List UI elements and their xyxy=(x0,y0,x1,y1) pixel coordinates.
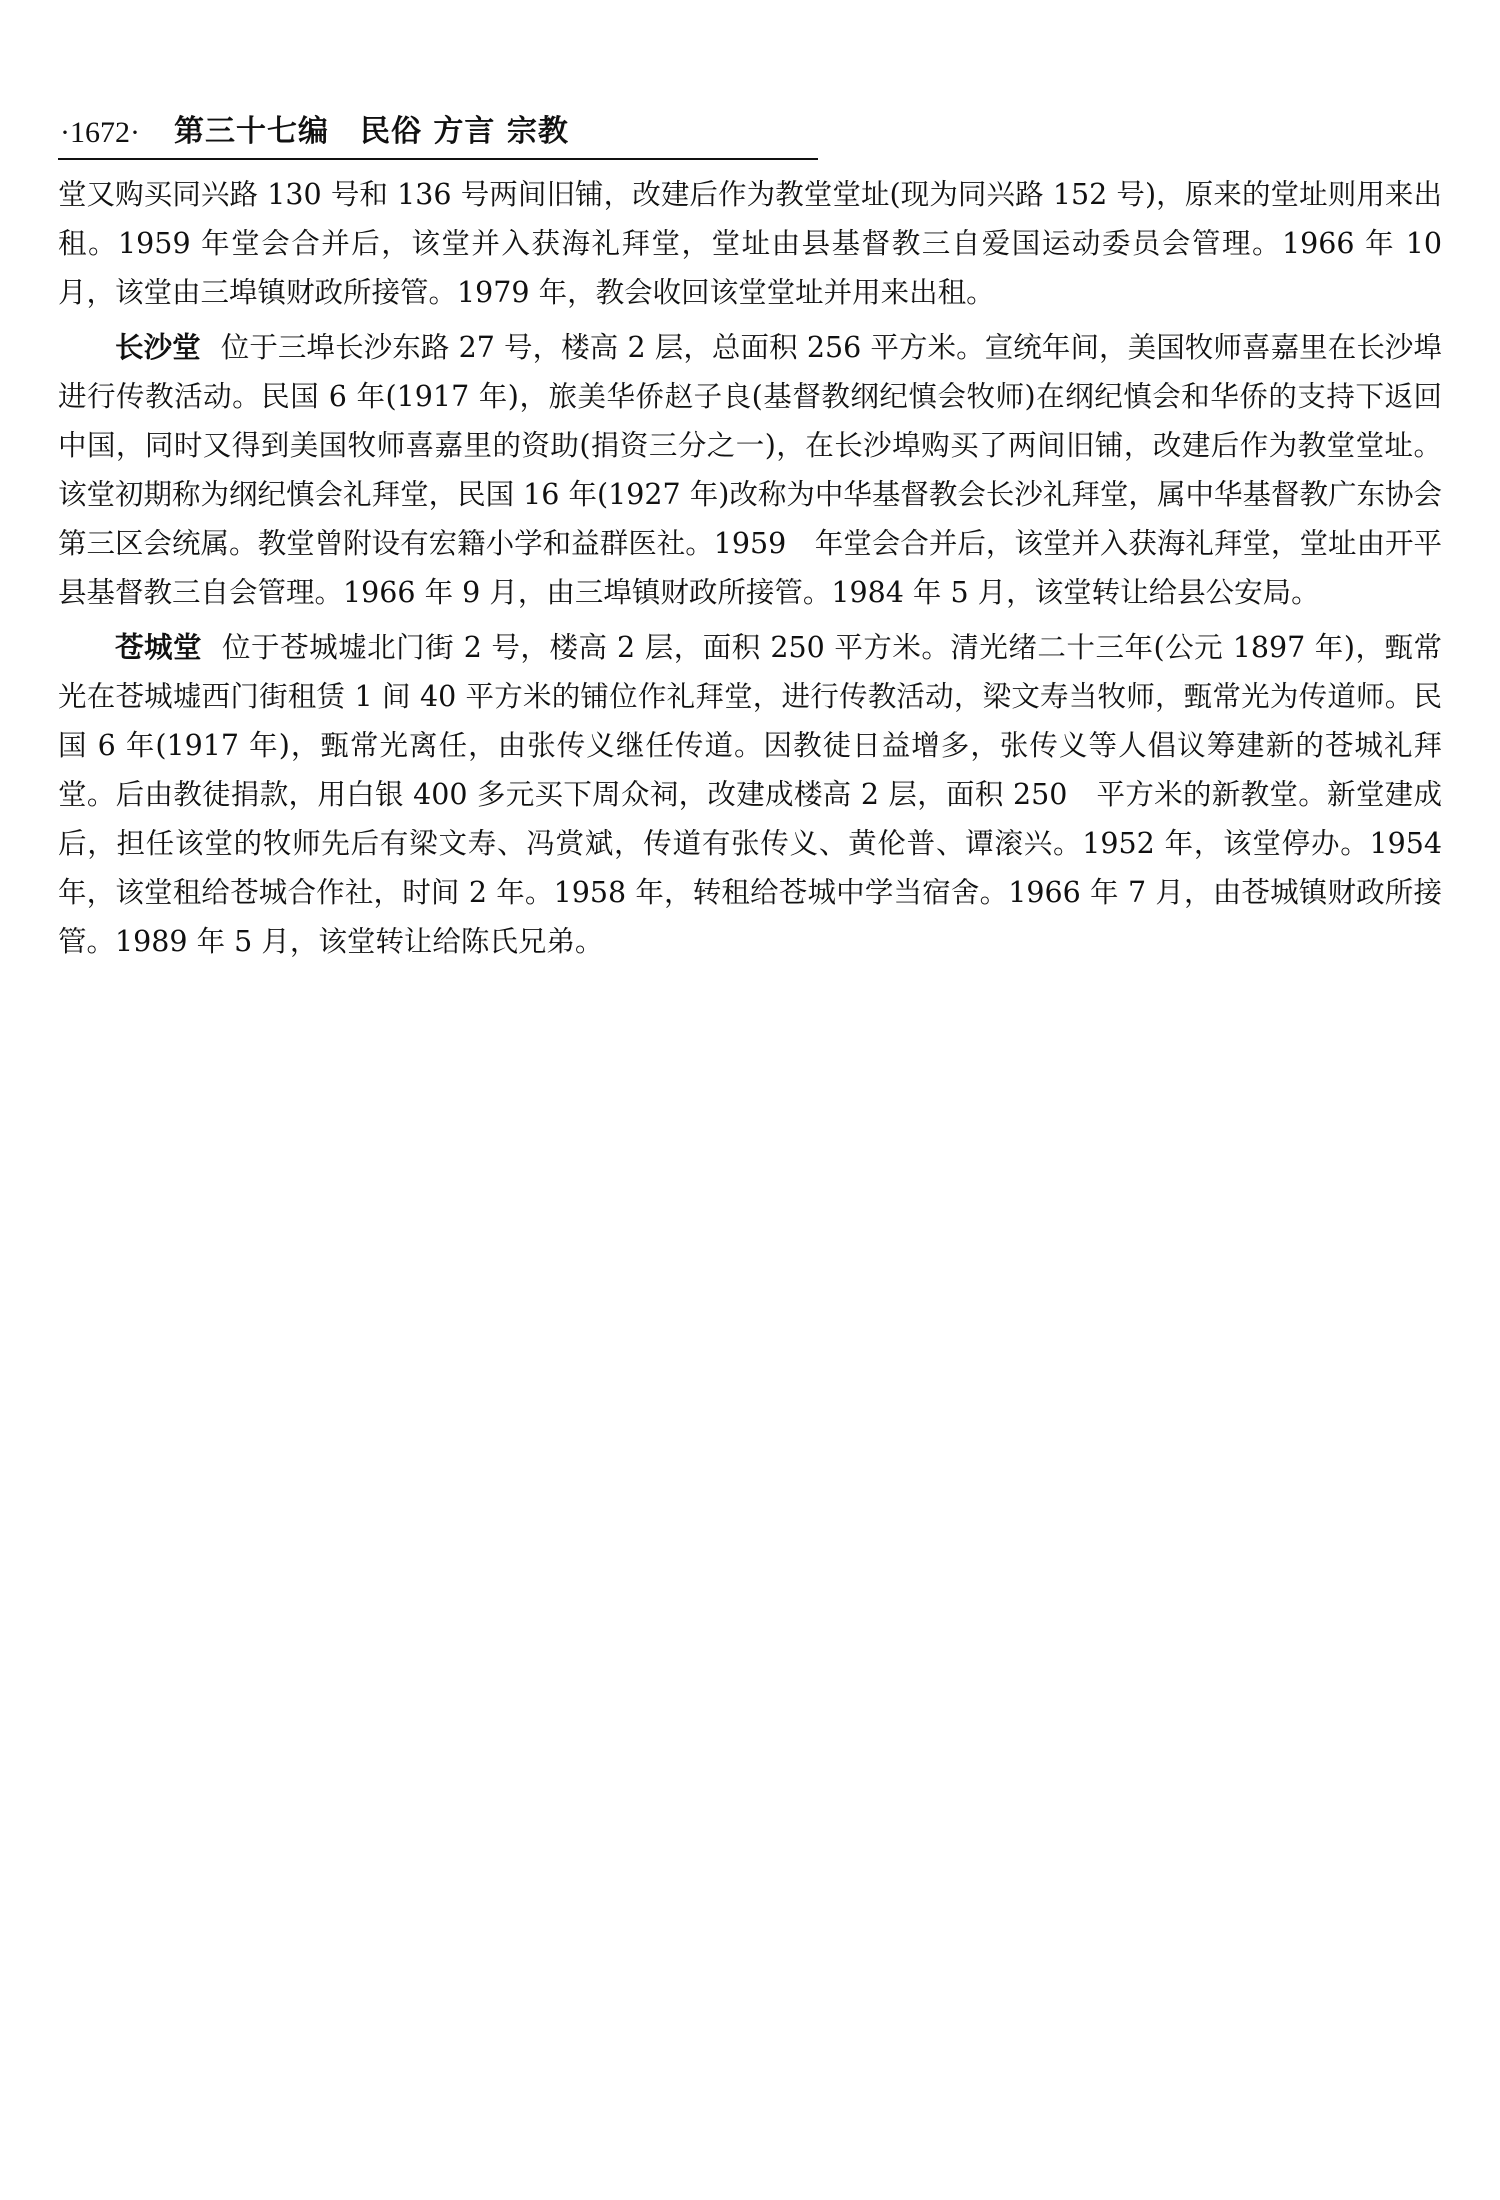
paragraph-continued xyxy=(58,170,1442,317)
entry-heading: 苍城堂 xyxy=(115,631,203,664)
document-page xyxy=(58,110,1442,972)
paragraph-text: 位于三埠长沙东路 27 号，楼高 2 层，总面积 256 平方米。宣统年间，美国牧师喜嘉里在长沙埠进行传教活动。民国 6 年(1917 年)，旅美华侨赵子良(基督教纲纪慎会牧师)在纲纪慎会和华侨的支持下返回中国，同时又得到美国牧师喜嘉里的资助(捐资三分之一)，在长沙埠购买了两间旧铺，改建后作为教堂堂址。该堂初期称为纲纪慎会礼拜堂，民国 16 年(1927 年)改称为中华基督教会长沙礼拜堂，属中华基督教广东协会第三区会统属。教堂曾附设有宏籍小学和益群医社。1959 年堂会合并后，该堂并入获海礼拜堂，堂址由开平县基督教三自会管理。1966 年 9 月，由三埠镇财政所接管。1984 年 5 月，该堂转让给县公安局。 xyxy=(58,331,1442,609)
entry-heading: 长沙堂 xyxy=(115,331,201,364)
running-header xyxy=(58,110,818,160)
paragraph-text: 堂又购买同兴路 130 号和 136 号两间旧铺，改建后作为教堂堂址(现为同兴路 152 号)，原来的堂址则用来出租。1959 年堂会合并后，该堂并入获海礼拜堂，堂址由县基督教三自爱国运动委员会管理。1966 年 10 月，该堂由三埠镇财政所接管。1979 年，教会收回该堂堂址并用来出租。 xyxy=(58,178,1442,309)
page-number: ·1672· xyxy=(60,116,140,149)
section-title: 第三十七编 民俗 方言 宗教 xyxy=(173,114,569,149)
paragraph-changsha-church xyxy=(58,323,1442,617)
paragraph-cangcheng-church xyxy=(58,623,1442,966)
body-text xyxy=(58,170,1442,966)
paragraph-text: 位于苍城墟北门街 2 号，楼高 2 层，面积 250 平方米。清光绪二十三年(公元 1897 年)，甄常光在苍城墟西门街租赁 1 间 40 平方米的铺位作礼拜堂，进行传教活动，梁文寿当牧师，甄常光为传道师。民国 6 年(1917 年)，甄常光离任，由张传义继任传道。因教徒日益增多，张传义等人倡议筹建新的苍城礼拜堂。后由教徒捐款，用白银 400 多元买下周众祠，改建成楼高 2 层，面积 250 平方米的新教堂。新堂建成后，担任该堂的牧师先后有梁文寿、冯赏斌，传道有张传义、黄伦普、谭滚兴。1952 年，该堂停办。1954 年，该堂租给苍城合作社，时间 2 年。1958 年，转租给苍城中学当宿舍。1966 年 7 月，由苍城镇财政所接管。1989 年 5 月，该堂转让给陈氏兄弟。 xyxy=(58,631,1442,958)
